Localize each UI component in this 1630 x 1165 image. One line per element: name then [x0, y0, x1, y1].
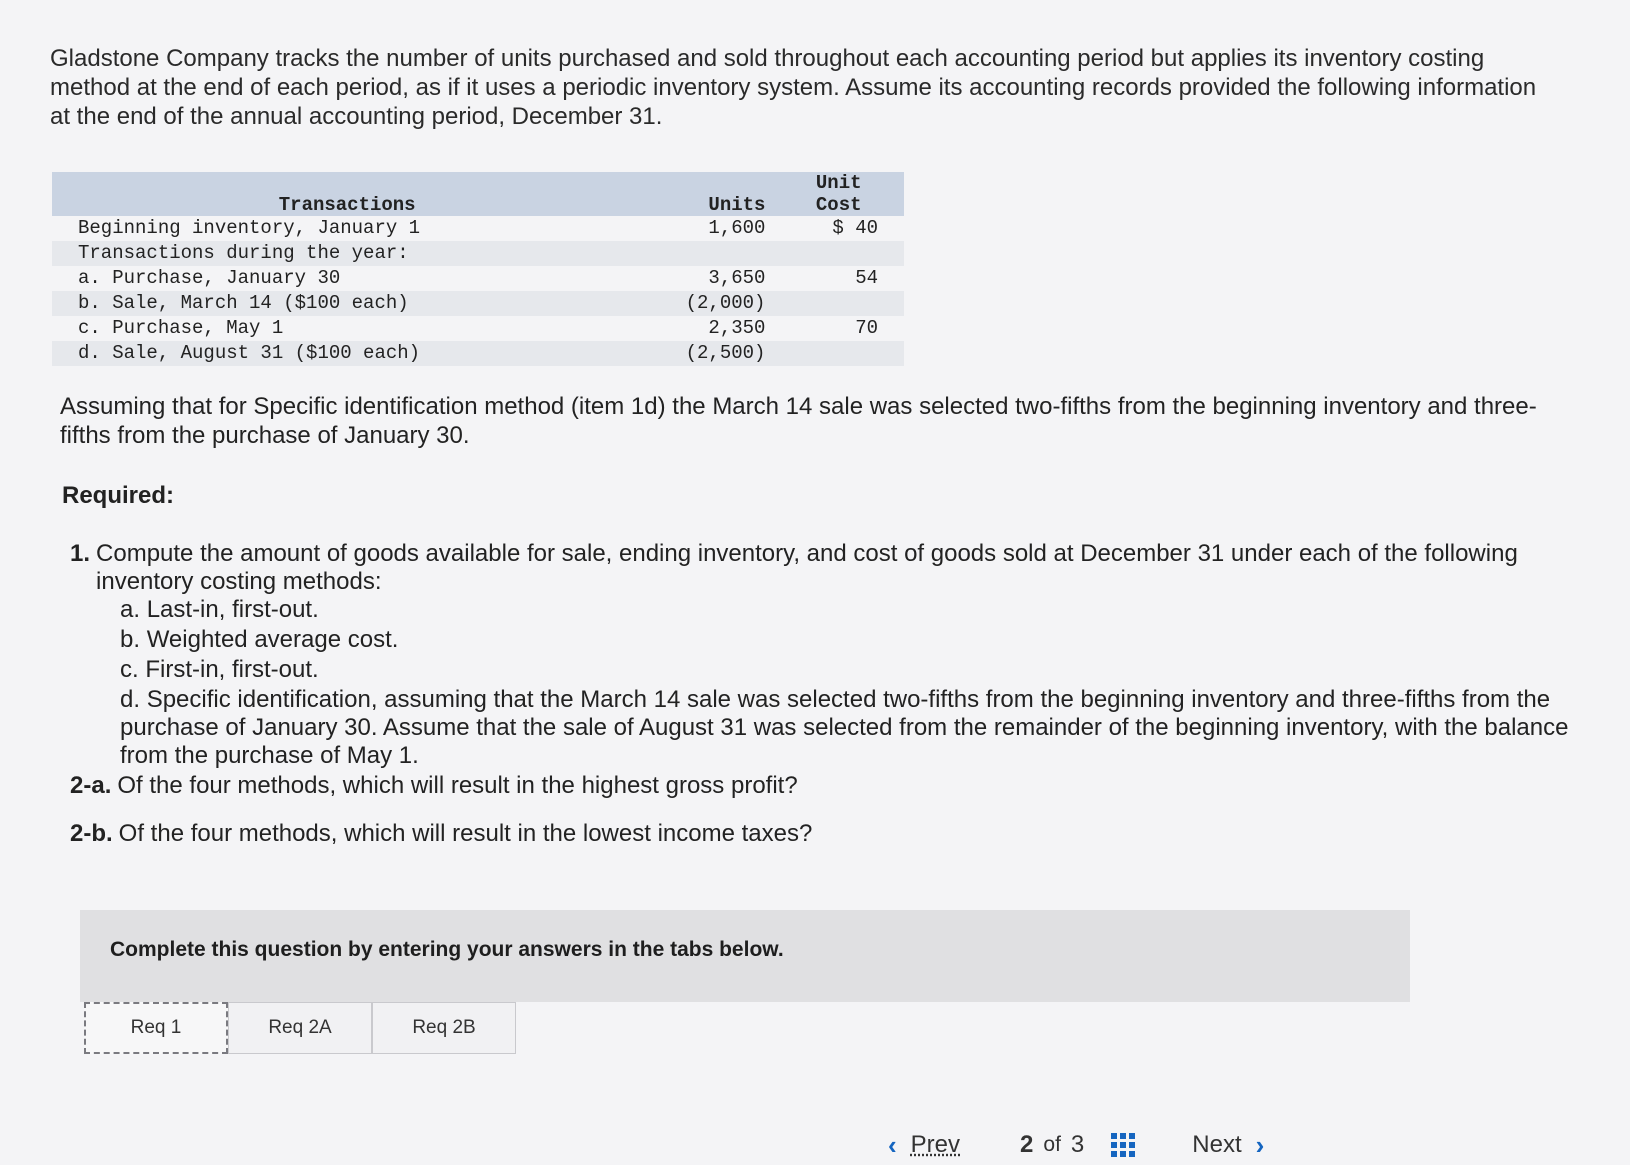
intro-paragraph: Gladstone Company tracks the number of units purchased and sold throughout each accounting period but applies its inventory costing method at the end of each period, as if it uses a periodic inventory system. Assume its accounting records provided the following information at the end of the annual accounting period, December 31. — [50, 45, 1537, 130]
method-specific-identification: d. Specific identification, assuming that the March 14 sale was selected two-fifths from the beginning inventory and three-fifths from the purchase of January 30. Assume that the sale of August 31 was selected from the remainder of the beginning inventory, with the balance from the purchase of May 1. — [120, 686, 1569, 769]
requirement-body — [96, 540, 1570, 772]
header-unit-cost-line1: Unit — [815, 172, 862, 194]
requirement-number: 1. — [70, 540, 91, 567]
row-description: Beginning inventory, January 1 — [78, 217, 421, 239]
prev-button[interactable] — [888, 1130, 960, 1161]
row-unit-cost — [773, 291, 904, 316]
method-fifo: c. First-in, first-out. — [120, 656, 319, 683]
requirement-1 — [70, 540, 1570, 772]
page-of-label: of — [1043, 1133, 1061, 1156]
header-transactions: Transactions — [278, 194, 416, 216]
header-unit-cost — [773, 172, 904, 216]
method-weighted-average: b. Weighted average cost. — [120, 626, 399, 653]
row-unit-cost: 70 — [855, 317, 878, 339]
instructions-banner — [80, 910, 1410, 1002]
row-unit-cost — [773, 241, 904, 266]
total-pages: 3 — [1070, 1131, 1085, 1158]
requirement-2a — [70, 772, 1570, 800]
row-description: c. Purchase, May 1 — [78, 317, 284, 339]
table-row — [52, 341, 904, 366]
tab-req-2b[interactable]: Req 2B — [372, 1002, 516, 1054]
grid-icon[interactable] — [1110, 1132, 1136, 1158]
table-row — [52, 316, 904, 341]
row-units: (2,500) — [685, 342, 766, 364]
header-units: Units — [708, 194, 766, 216]
current-page: 2 — [1020, 1131, 1034, 1158]
requirement-text: Of the four methods, which will result in the lowest income taxes? — [118, 820, 813, 847]
transactions-table — [52, 172, 904, 366]
prev-label: Prev — [910, 1131, 961, 1158]
table-row — [52, 241, 904, 266]
table-row — [52, 291, 904, 316]
instructions-text: Complete this question by entering your answers in the tabs below. — [110, 938, 784, 961]
chevron-right-icon: › — [1255, 1129, 1265, 1160]
next-button[interactable] — [1192, 1130, 1264, 1161]
required-heading: Required: — [62, 482, 175, 509]
row-description: a. Purchase, January 30 — [78, 267, 341, 289]
row-unit-cost: 54 — [855, 267, 878, 289]
requirement-text: Of the four methods, which will result in the highest gross profit? — [117, 772, 798, 799]
next-label: Next — [1192, 1131, 1242, 1158]
table-header-row — [52, 172, 904, 216]
row-units: 2,350 — [708, 317, 766, 339]
answer-tabs — [84, 1002, 516, 1054]
requirement-number: 2-b. — [70, 820, 113, 847]
method-list — [96, 596, 1570, 770]
table-row — [52, 216, 904, 241]
assumption-paragraph: Assuming that for Specific identification method (item 1d) the March 14 sale was selected two-fifths from the beginning inventory and three-fifths from the purchase of January 30. — [60, 393, 1537, 449]
row-units: 3,650 — [708, 267, 766, 289]
method-lifo: a. Last-in, first-out. — [120, 596, 319, 623]
table-row — [52, 266, 904, 291]
requirements-list — [70, 540, 1570, 848]
row-units — [642, 241, 773, 266]
requirement-text: Compute the amount of goods available for sale, ending inventory, and cost of goods sold at December 31 under each of the following inventory costing methods: — [96, 540, 1518, 595]
page-counter — [1020, 1131, 1084, 1159]
row-units: (2,000) — [685, 292, 766, 314]
row-unit-cost: $ 40 — [832, 217, 878, 239]
row-description: Transactions during the year: — [78, 242, 409, 264]
tab-req-2a[interactable]: Req 2A — [228, 1002, 372, 1054]
pagination — [888, 1128, 1264, 1162]
requirement-2b — [70, 820, 1570, 848]
chevron-left-icon: ‹ — [888, 1129, 897, 1160]
requirement-number: 2-a. — [70, 772, 112, 799]
row-unit-cost — [773, 341, 904, 366]
row-units: 1,600 — [708, 217, 766, 239]
header-unit-cost-line2: Cost — [815, 194, 862, 216]
row-description: b. Sale, March 14 ($100 each) — [78, 292, 409, 314]
row-description: d. Sale, August 31 ($100 each) — [78, 342, 421, 364]
tab-req-1[interactable]: Req 1 — [84, 1002, 228, 1054]
